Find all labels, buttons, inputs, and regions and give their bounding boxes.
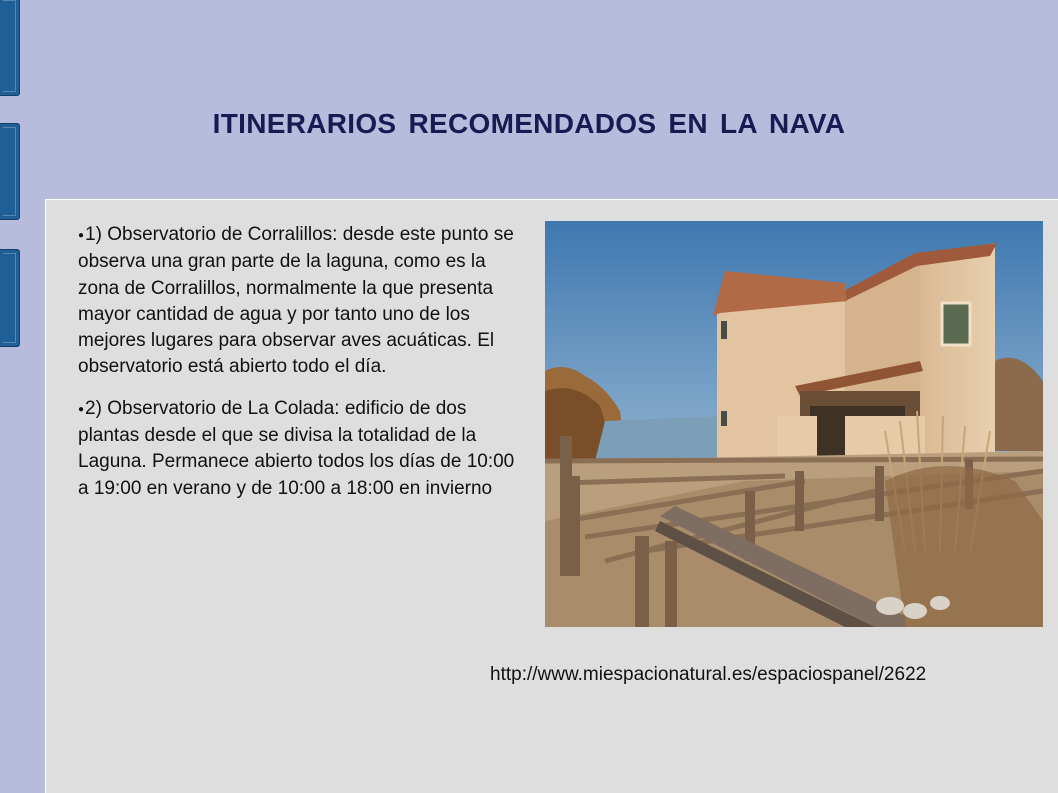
- source-link[interactable]: http://www.miespacionatural.es/espaciospanel/2622: [490, 664, 927, 685]
- bullet-item: [78, 222, 528, 381]
- bullet-icon: ●: [78, 230, 85, 241]
- bullet-text: 1) Observatorio de Corralillos: desde este punto se observa una gran parte de la laguna, como es la zona de Corralillos, normalmente la que presenta mayor cantidad de agua y por tanto uno de los mejores lugares para observar aves acuáticas. El observatorio está abierto todo el día.: [78, 224, 514, 378]
- observatory-building-photo-icon: [545, 221, 1043, 627]
- slide-title: ITINERARIOS RECOMENDADOS EN LA NAVA: [212, 108, 846, 139]
- observatory-photo: [545, 221, 1043, 627]
- bullet-item: [78, 396, 528, 502]
- bullet-text: 2) Observatorio de La Colada: edificio de dos plantas desde el que se divisa la totalidad de la Laguna. Permanece abierto todos los días de 10:00 a 19:00 en verano y de 10:00 a 18:00 en invierno: [78, 397, 515, 499]
- side-tab-decoration: [0, 249, 20, 347]
- bullet-icon: ●: [78, 403, 85, 415]
- side-tab-decoration: [0, 0, 20, 96]
- bullet-list: [78, 222, 528, 517]
